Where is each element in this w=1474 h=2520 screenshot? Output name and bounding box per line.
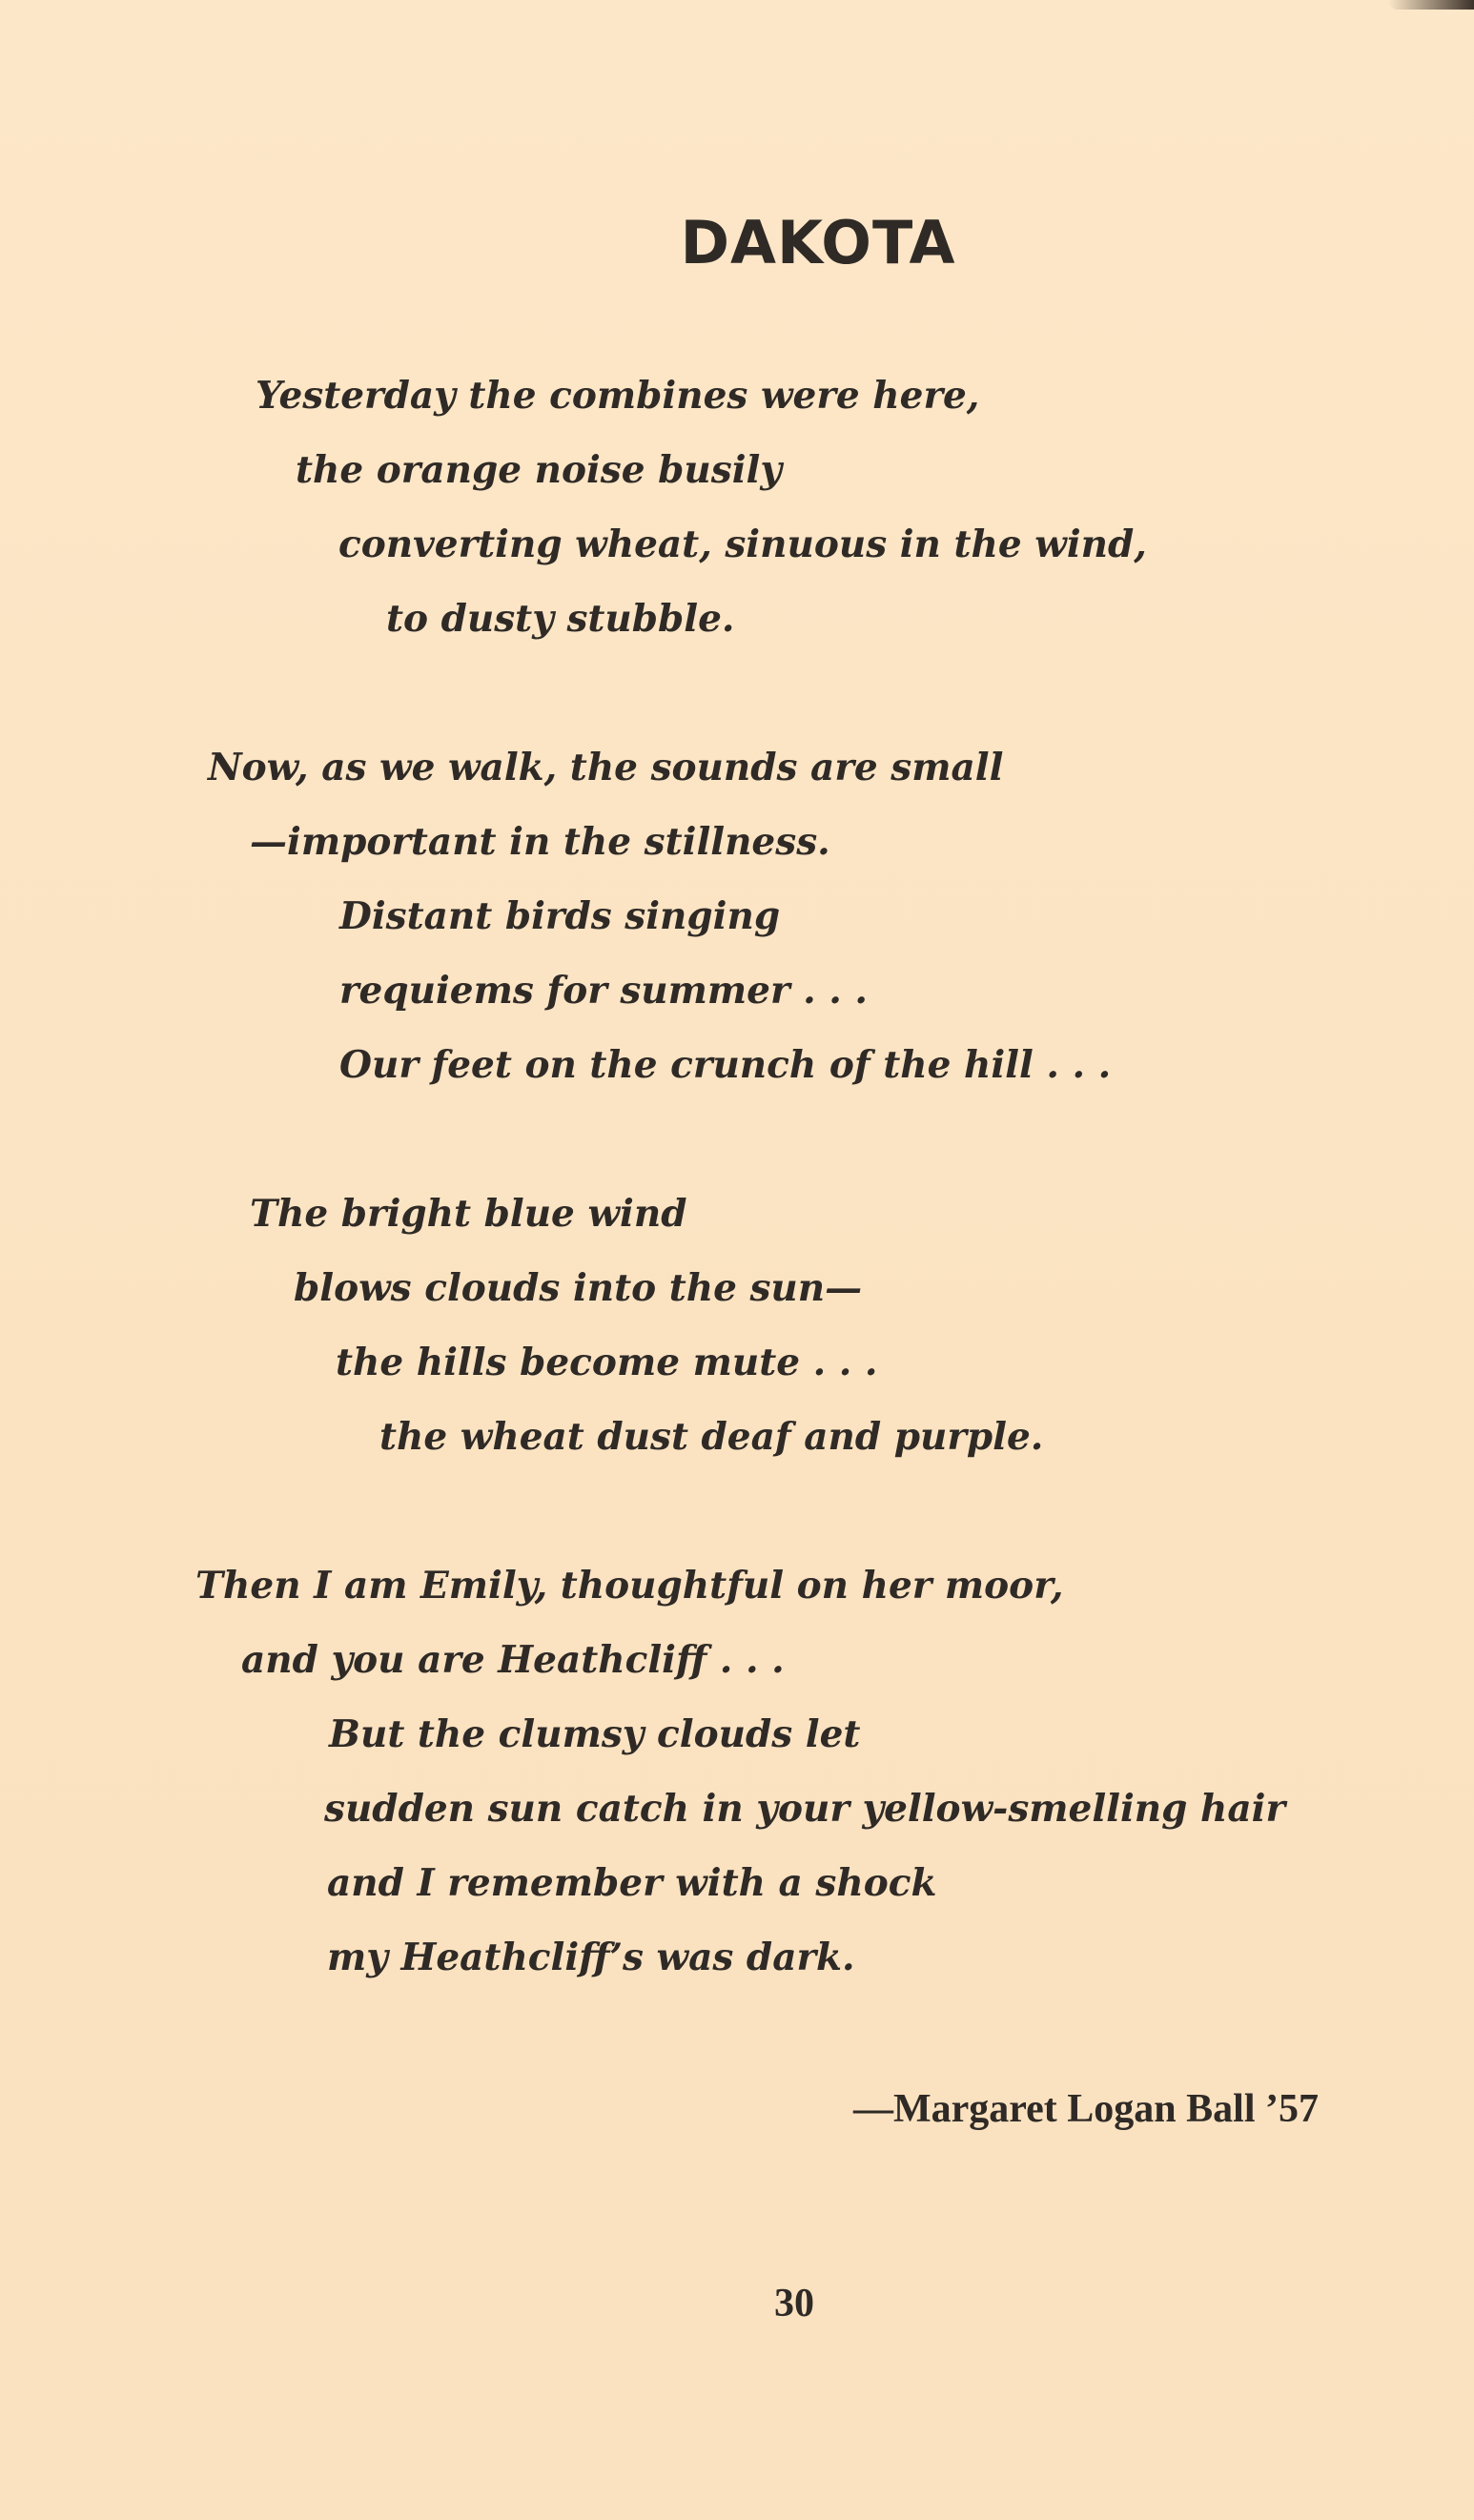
poem-line: Our feet on the crunch of the hill . . . — [339, 1043, 1112, 1087]
poem-line: the orange noise busily — [296, 448, 783, 492]
poem-line: —important in the stillness. — [250, 820, 830, 864]
page-number: 30 — [774, 2282, 814, 2325]
poem-line: Yesterday the combines were here, — [256, 374, 980, 418]
page-edge-shadow — [1388, 0, 1474, 10]
poem-line: Now, as we walk, the sounds are small — [208, 746, 1004, 789]
poem-line: But the clumsy clouds let — [329, 1712, 861, 1756]
poem-line: sudden sun catch in your yellow-smelling hair — [324, 1787, 1286, 1831]
poem-line: The bright blue wind — [250, 1192, 687, 1236]
poem-line: the wheat dust deaf and purple. — [379, 1415, 1044, 1459]
poem-line: the hills become mute . . . — [336, 1341, 878, 1384]
poem-line: my Heathcliff’s was dark. — [327, 1936, 855, 1979]
poem-line: and I remember with a shock — [327, 1861, 937, 1905]
poem-author: —Margaret Logan Ball ’57 — [852, 2087, 1319, 2131]
poem-line: to dusty stubble. — [386, 597, 735, 641]
poem-line: Distant birds singing — [339, 894, 781, 938]
poem-line: requiems for summer . . . — [339, 969, 868, 1013]
poem-line: Then I am Emily, thoughtful on her moor, — [195, 1564, 1064, 1608]
poem-title: DAKOTA — [680, 208, 956, 277]
poem-line: blows clouds into the sun— — [294, 1266, 863, 1310]
poem-line: and you are Heathcliff . . . — [241, 1638, 785, 1682]
poem-line: converting wheat, sinuous in the wind, — [338, 522, 1147, 566]
